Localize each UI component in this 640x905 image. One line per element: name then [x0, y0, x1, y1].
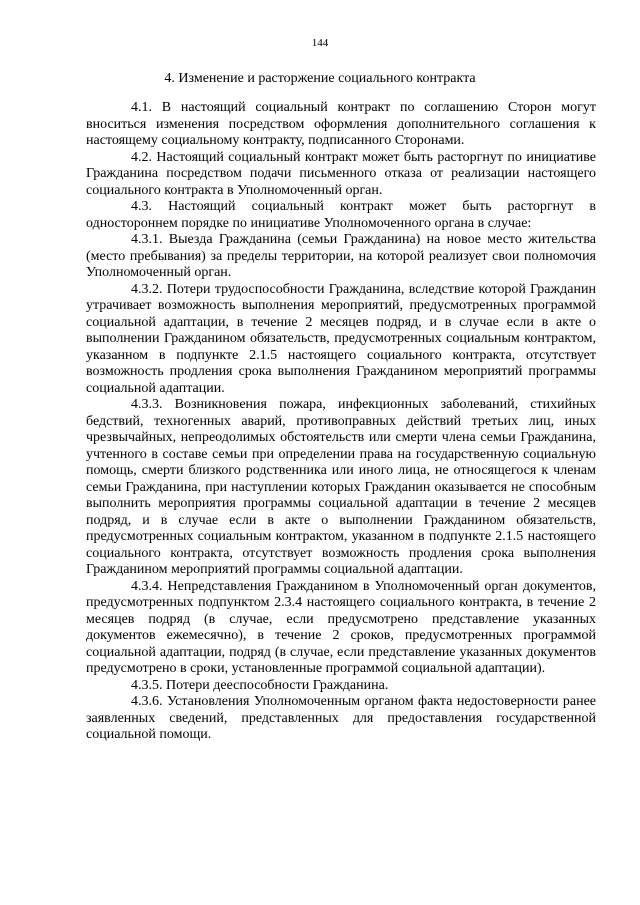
paragraph-4-3-6: 4.3.6. Установления Уполномоченным органом факта недостоверности ранее заявленных сведений, представленных для предоставления государственной социальной помощи. — [86, 694, 596, 742]
section-title: 4. Изменение и расторжение социального контракта — [164, 71, 476, 86]
body-text — [86, 100, 596, 744]
paragraph-4-2: 4.2. Настоящий социальный контракт может быть расторгнут по инициативе Гражданина посредством подачи письменного отказа от реализации настоящего социального контракта в Уполномоченный орган. — [86, 149, 596, 198]
paragraph-4-3-5: 4.3.5. Потери дееспособности Гражданина. — [131, 677, 389, 693]
paragraph-4-3-1: 4.3.1. Выезда Гражданина (семьи Гражданина) на новое место жительства (место пребывания) за пределы территории, на которой реализует свои полномочия Уполномоченный орган. — [86, 232, 596, 280]
paragraph-4-3-4: 4.3.4. Непредставления Гражданином в Уполномоченный орган документов, предусмотренных подпунктом 2.3.4 настоящего социального контракта, в течение 2 месяцев подряд (в случае, если предусмотрено представление указанных документов ежемесячно), в течение 2 сроков, предусмотренных программой социальной адаптации, подряд (в случае, если представление указанных документов предусмотрено в сроки, установленные программой социальной адаптации). — [86, 578, 596, 676]
paragraph-4-1: 4.1. В настоящий социальный контракт по соглашению Сторон могут вноситься изменения посредством оформления дополнительного соглашения к настоящему социальному контракту, подписанного Сторонами. — [86, 100, 596, 148]
paragraph-4-3-2: 4.3.2. Потери трудоспособности Гражданина, вследствие которой Гражданин утрачивает возможность выполнения мероприятий, предусмотренных программой социальной адаптации, в течение 2 месяцев подряд, и в случае если в акте о выполнении Гражданином обязательств, предусмотренных социальным контрактом, указанном в подпункте 2.1.5 настоящего социального контракта, отсутствует возможность продления срока выполнения Гражданином мероприятий программы социальной адаптации. — [86, 281, 596, 396]
paragraph-4-3-3: 4.3.3. Возникновения пожара, инфекционных заболеваний, стихийных бедствий, техногенных аварий, противоправных действий третьих лиц, иных чрезвычайных, непреодолимых обстоятельств или смерти члена семьи Гражданина, учтенного в составе семьи при определении права на государственную социальную помощь, смерти близкого родственника или иного лица, не относящегося к членам семьи Гражданина, при наступлении которых Гражданин оказывается не способным выполнить мероприятия программы социальной адаптации в течение 2 месяцев подряд, и в случае если в акте о выполнении Гражданином обязательств, предусмотренных социальным контрактом, указанном в подпункте 2.1.5 настоящего социального контракта, отсутствует возможность продления срока выполнения Гражданином мероприятий программы социальной адаптации. — [86, 397, 596, 577]
paragraph-4-3: 4.3. Настоящий социальный контракт может быть расторгнут в одностороннем порядке по инициативе Уполномоченного органа в случае: — [86, 199, 596, 231]
page-number: 144 — [311, 37, 329, 49]
